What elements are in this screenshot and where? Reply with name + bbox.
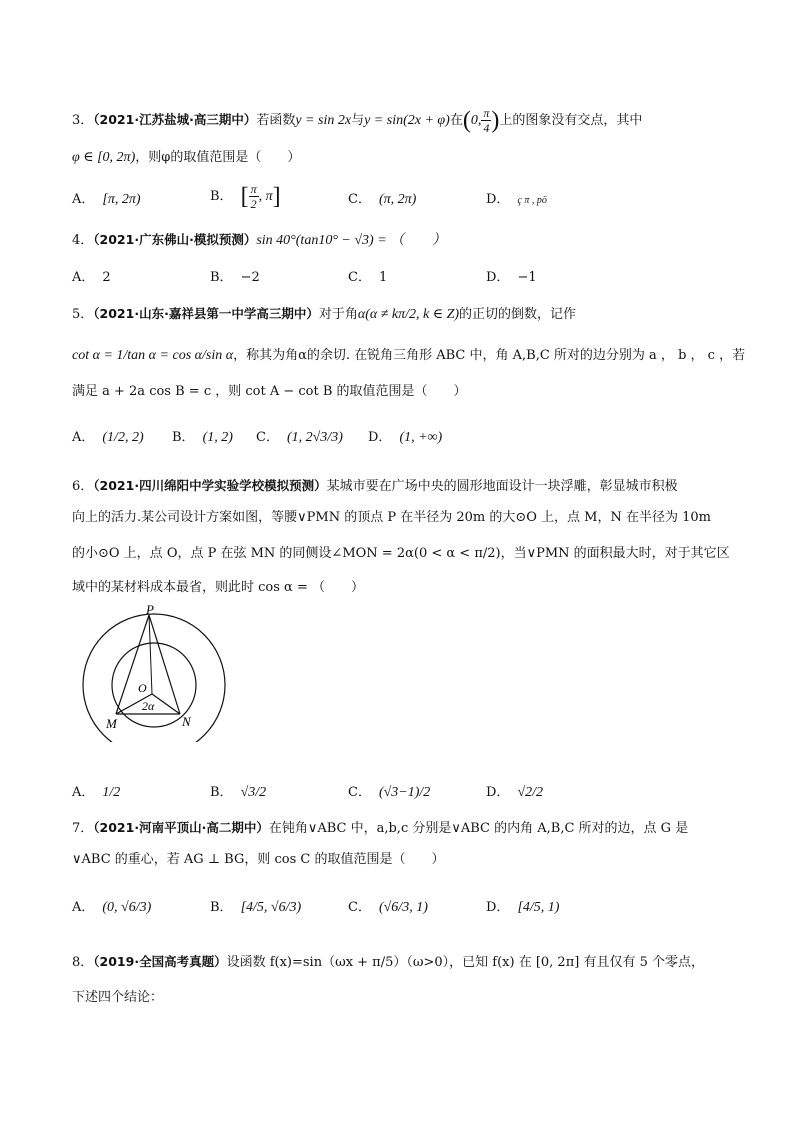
option-text: (1, +∞) <box>399 430 443 445</box>
option-text: (1/2, 2) <box>102 430 144 445</box>
q3-frac-pi4 <box>481 106 491 135</box>
q3-paren-close: ) <box>491 107 500 134</box>
q7-line1 <box>72 818 688 839</box>
q4-number: 4． <box>72 233 94 248</box>
option-text: −2 <box>240 270 260 285</box>
q7-text2: ∨ABC 的重心，若 AG ⊥ BG，则 cos C 的取值范围是（ ） <box>72 852 445 867</box>
q4-option-d[interactable] <box>486 268 537 288</box>
q3-func2: y = sin(2x + φ) <box>364 113 450 128</box>
option-text: (√6/3, 1) <box>378 900 428 915</box>
q6-text2: 向上的活力.某公司设计方案如图，等腰∨PMN 的顶点 P 在半径为 20m 的大⊙O 上，点 M，N 在半径为 10m <box>72 510 711 525</box>
q4-line1 <box>72 230 446 251</box>
q8-number: 8． <box>72 955 94 970</box>
q3-option-d[interactable] <box>486 190 547 211</box>
option-label: C． <box>348 192 371 207</box>
q3-in: 在 <box>449 113 463 128</box>
q3-paren-open: ( <box>462 107 471 134</box>
option-text: (π, 2π) <box>378 192 417 207</box>
q3-option-c[interactable] <box>348 190 416 210</box>
label-n: N <box>182 714 191 729</box>
q7-number: 7． <box>72 821 94 836</box>
q6-line3 <box>72 544 730 564</box>
option-text: 2 <box>102 270 111 285</box>
q6-text3: 的小⊙O 上，点 O，点 P 在弦 MN 的同侧设∠MON = 2α(0 < α < π/2)，当∨PMN 的面积最大时，对于其它区 <box>72 546 730 561</box>
q3-frac-num: π <box>483 106 490 120</box>
option-label: B． <box>210 189 233 204</box>
label-p: P <box>146 602 154 617</box>
option-label: B． <box>210 270 233 285</box>
q6-option-c[interactable] <box>348 783 430 803</box>
q5-option-d[interactable] <box>368 428 442 448</box>
option-label: A． <box>72 900 95 915</box>
q5-option-a[interactable] <box>72 428 144 448</box>
q6-option-d[interactable] <box>486 783 543 803</box>
q5-text3: ，称其为角α的余切. 在锐角三角形 ABC 中，角 A,B,C 所对的边分别为 a ， b ， c ，若 <box>233 348 746 363</box>
q5-line3 <box>72 382 467 402</box>
option-text: 1/2 <box>102 785 121 800</box>
q6-text4: 域中的某材料成本最省，则此时 cos α = （ ） <box>72 580 364 595</box>
option-text: ç π , pö <box>517 195 547 206</box>
option-text: (1, 2√3/3) <box>286 430 343 445</box>
q7-option-d[interactable] <box>486 898 559 918</box>
option-label: A． <box>72 270 95 285</box>
q6-option-a[interactable] <box>72 783 120 803</box>
option-text: 1 <box>378 270 388 285</box>
option-label: B． <box>210 900 233 915</box>
q6-source: （2021·四川绵阳中学实验学校模拟预测） <box>93 478 327 493</box>
label-angle: 2α <box>142 699 155 713</box>
option-text: [π, 2π) <box>102 192 141 207</box>
q7-source: （2021·河南平顶山·高二期中） <box>93 820 269 835</box>
q5-line1 <box>72 304 576 325</box>
option-text: [4/5, 1) <box>517 900 560 915</box>
q4-option-c[interactable] <box>348 268 387 288</box>
option-label: C． <box>256 430 279 445</box>
q7-line2 <box>72 850 444 870</box>
option-text: (1, 2) <box>202 430 233 445</box>
option-text: (√3−1)/2 <box>378 785 431 800</box>
option-label: D． <box>486 900 510 915</box>
q6-line2 <box>72 508 711 528</box>
q6-text1: 某城市要在广场中央的圆形地面设计一块浮雕，彰显城市积极 <box>326 479 678 494</box>
q3-interval-left: 0, <box>470 113 482 128</box>
option-label: C． <box>348 785 371 800</box>
q6-figure <box>66 602 246 742</box>
option-frac-den: 2 <box>250 197 257 211</box>
q3-source: （2021·江苏盐城·高三期中） <box>93 112 257 127</box>
q8-line1 <box>72 952 704 973</box>
q8-line2 <box>72 988 163 1008</box>
option-label: C． <box>348 900 371 915</box>
q7-option-c[interactable] <box>348 898 428 918</box>
q6-option-b[interactable] <box>210 783 266 803</box>
option-text: −1 <box>517 270 537 285</box>
q8-text1: 设函数 f(x)=sin（ωx + π/5）（ω>0），已知 f(x) 在 [0, 2π] 有且仅有 5 个零点， <box>226 955 704 970</box>
q4-option-a[interactable] <box>72 268 111 288</box>
q3-option-b[interactable]: B． [ $\frac{\pi}{2}$ , π] <box>210 182 281 211</box>
q3-text2: 上的图象没有交点，其中 <box>499 113 643 128</box>
q3-line2 <box>72 148 300 168</box>
q5-definition: cot α = 1/tan α = cos α/sin α <box>72 348 234 363</box>
q5-number: 5． <box>72 307 94 322</box>
option-label: B． <box>172 430 195 445</box>
q3-frac-den: 4 <box>483 121 490 135</box>
q4-source: （2021·广东佛山·模拟预测） <box>93 232 257 247</box>
radius-on <box>152 694 180 714</box>
outer-circle <box>83 614 225 742</box>
option-frac-num: π <box>250 182 257 196</box>
option-tail: , π <box>258 189 273 204</box>
label-o: O <box>138 681 147 695</box>
option-text: [4/5, √6/3) <box>240 900 302 915</box>
q3-and: 与 <box>351 113 365 128</box>
q3-phi-cond: φ ∈ [0, 2π) <box>72 150 136 165</box>
q7-text1: 在钝角∨ABC 中，a,b,c 分别是∨ABC 的内角 A,B,C 所对的边，点 G 是 <box>268 821 689 836</box>
q5-option-c[interactable] <box>256 428 343 448</box>
q3-option-a[interactable] <box>72 190 141 210</box>
option-label: A． <box>72 785 95 800</box>
q5-source: （2021·山东·嘉祥县第一中学高三期中） <box>93 306 319 321</box>
option-fraction <box>249 182 259 211</box>
q5-text1: 对于角 <box>318 307 358 322</box>
option-label: D． <box>486 192 510 207</box>
q3-number: 3． <box>72 113 94 128</box>
q4-option-b[interactable] <box>210 268 260 288</box>
q6-line1 <box>72 476 678 497</box>
q8-source: （2019·全国高考真题） <box>93 954 227 969</box>
label-m: M <box>106 716 117 731</box>
option-label: C． <box>348 270 371 285</box>
option-label: D． <box>368 430 392 445</box>
q5-condition: α(α ≠ kπ/2, k ∈ Z) <box>357 307 460 322</box>
q5-text4: 满足 a + 2a cos B = c ，则 cot A − cot B 的取值范围是（ ） <box>72 384 467 399</box>
q5-line2 <box>72 346 745 366</box>
q7-option-b[interactable] <box>210 898 301 918</box>
q6-line4 <box>72 578 364 598</box>
option-text: (0, √6/3) <box>102 900 152 915</box>
option-label: A． <box>72 192 95 207</box>
q5-option-b[interactable] <box>172 428 233 448</box>
q4-expression: sin 40°(tan10° − √3) = （ ） <box>256 233 447 248</box>
q7-option-a[interactable] <box>72 898 151 918</box>
option-label: A． <box>72 430 95 445</box>
q3-line1 <box>72 106 642 135</box>
q3-text3: ，则φ的取值范围是（ ） <box>135 150 301 165</box>
q5-text2: 的正切的倒数，记作 <box>459 307 577 322</box>
segment-po <box>149 615 152 694</box>
q3-text: 若函数 <box>256 113 296 128</box>
q3-func1: y = sin 2x <box>295 113 352 128</box>
option-label: D． <box>486 270 510 285</box>
option-text: √3/2 <box>240 785 267 800</box>
option-label: B． <box>210 785 233 800</box>
option-text: √2/2 <box>517 785 544 800</box>
q8-text2: 下述四个结论： <box>72 990 164 1005</box>
q6-number: 6． <box>72 479 94 494</box>
option-label: D． <box>486 785 510 800</box>
